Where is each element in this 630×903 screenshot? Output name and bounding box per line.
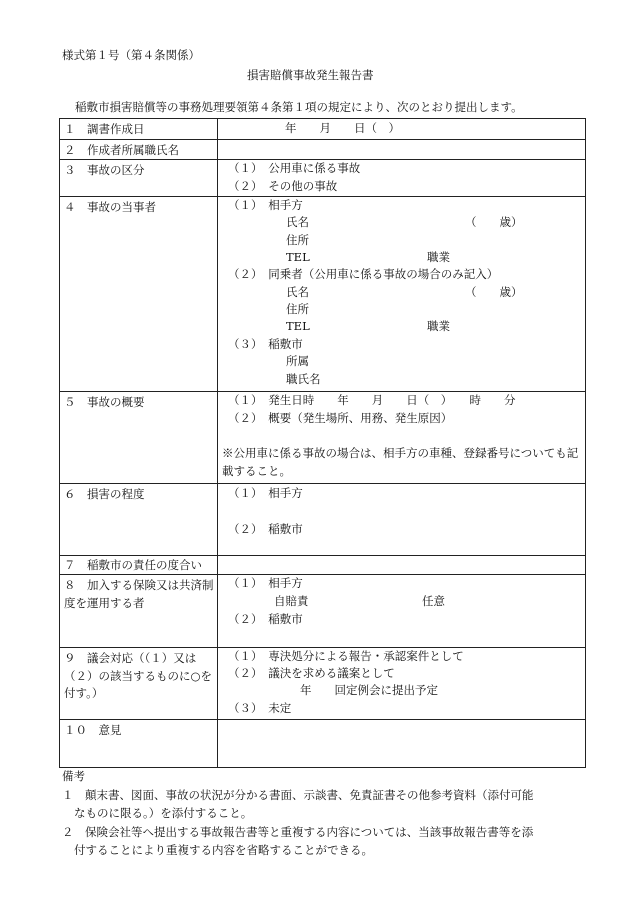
row-damage bbox=[60, 484, 585, 556]
row-label: １ 調書作成日 bbox=[64, 122, 145, 136]
remark-1-line-2: なものに限る。）を添付すること。 bbox=[74, 806, 253, 820]
remark-2-line-2: 付することにより重複する内容を省略することができる。 bbox=[74, 843, 373, 857]
row-opinion bbox=[60, 720, 585, 767]
row-label: ３ 事故の区分 bbox=[64, 163, 145, 177]
name-field[interactable]: 氏名 bbox=[286, 215, 309, 229]
row-summary bbox=[60, 392, 585, 484]
summary-note: ※公用車に係る事故の場合は、相手方の車種、登録番号についても記載すること。 bbox=[222, 446, 579, 478]
party-passenger: （２） 同乗者（公用車に係る事故の場合のみ記入） bbox=[228, 267, 499, 281]
remarks-heading: 備考 bbox=[62, 769, 85, 783]
council-option-3[interactable]: （３） 未定 bbox=[228, 701, 292, 715]
insurance-city[interactable]: （２） 稲敷市 bbox=[228, 612, 303, 626]
row-label: ５ 事故の概要 bbox=[64, 395, 145, 409]
age-field[interactable]: （ 歳） bbox=[465, 285, 523, 299]
option-public-vehicle[interactable]: （１） 公用車に係る事故 bbox=[228, 161, 361, 175]
age-field[interactable]: （ 歳） bbox=[465, 215, 523, 229]
tel-field[interactable]: TEL bbox=[286, 250, 310, 264]
council-option-2[interactable]: （２） 議決を求める議案として bbox=[228, 666, 395, 680]
row-label: ９ 議会対応（（１）又は（２）の該当するものに○を付す。） bbox=[64, 651, 213, 700]
row-incident-type bbox=[60, 160, 585, 197]
insurance-other: （１） 相手方 bbox=[228, 576, 303, 590]
option-other[interactable]: （２） その他の事故 bbox=[228, 179, 338, 193]
job-field[interactable]: 職業 bbox=[427, 319, 450, 333]
damage-city[interactable]: （２） 稲敷市 bbox=[228, 522, 303, 536]
row-responsibility bbox=[60, 556, 585, 575]
remark-2-line-1: ２ 保険会社等へ提出する事故報告書等と重複する内容については、当該事故報告書等を添 bbox=[62, 825, 534, 839]
intro-text: 稲敷市損害賠償等の事務処理要領第４条第１項の規定により、次のとおり提出します。 bbox=[75, 100, 523, 114]
address-field[interactable]: 住所 bbox=[286, 233, 309, 247]
summary-detail[interactable]: （２） 概要（発生場所、用務、発生原因） bbox=[228, 411, 453, 425]
document-title: 損害賠償事故発生報告書 bbox=[247, 68, 374, 82]
row-author bbox=[60, 140, 585, 160]
damage-other[interactable]: （１） 相手方 bbox=[228, 486, 303, 500]
remark-1-line-1: １ 顛末書、図面、事故の状況が分かる書面、示談書、免責証書その他参考資料（添付可能 bbox=[62, 788, 534, 802]
council-option-1[interactable]: （１） 専決処分による報告・承認案件として bbox=[228, 649, 464, 663]
row-label: ８ 加入する保険又は共済制度を運用する者 bbox=[64, 578, 214, 610]
staff-name-field[interactable]: 職氏名 bbox=[286, 372, 321, 386]
tel-field[interactable]: TEL bbox=[286, 319, 310, 333]
row-label: ６ 損害の程度 bbox=[64, 487, 145, 501]
row-council bbox=[60, 648, 585, 720]
row-creation-date bbox=[60, 119, 585, 140]
party-city: （３） 稲敷市 bbox=[228, 337, 303, 351]
occurrence-datetime[interactable]: （１） 発生日時 年 月 日（ ） 時 分 bbox=[228, 393, 516, 407]
address-field[interactable]: 住所 bbox=[286, 302, 309, 316]
insurance-jibaiseki[interactable]: 自賠責 bbox=[274, 594, 309, 608]
insurance-voluntary[interactable]: 任意 bbox=[422, 594, 445, 608]
date-field[interactable]: 年 月 日（ ） bbox=[285, 121, 400, 135]
row-label: ４ 事故の当事者 bbox=[64, 200, 156, 214]
row-label: ７ 稲敷市の責任の度合い bbox=[64, 558, 202, 572]
form-number: 様式第１号（第４条関係） bbox=[62, 48, 200, 62]
job-field[interactable]: 職業 bbox=[427, 250, 450, 264]
department-field[interactable]: 所属 bbox=[286, 354, 309, 368]
row-label: ２ 作成者所属職氏名 bbox=[64, 143, 179, 157]
row-insurance bbox=[60, 575, 585, 648]
report-table bbox=[59, 118, 586, 768]
row-label: １０ 意見 bbox=[64, 723, 122, 737]
row-parties bbox=[60, 197, 585, 392]
name-field[interactable]: 氏名 bbox=[286, 285, 309, 299]
party-other: （１） 相手方 bbox=[228, 198, 303, 212]
council-session[interactable]: 年 回定例会に提出予定 bbox=[300, 683, 438, 697]
